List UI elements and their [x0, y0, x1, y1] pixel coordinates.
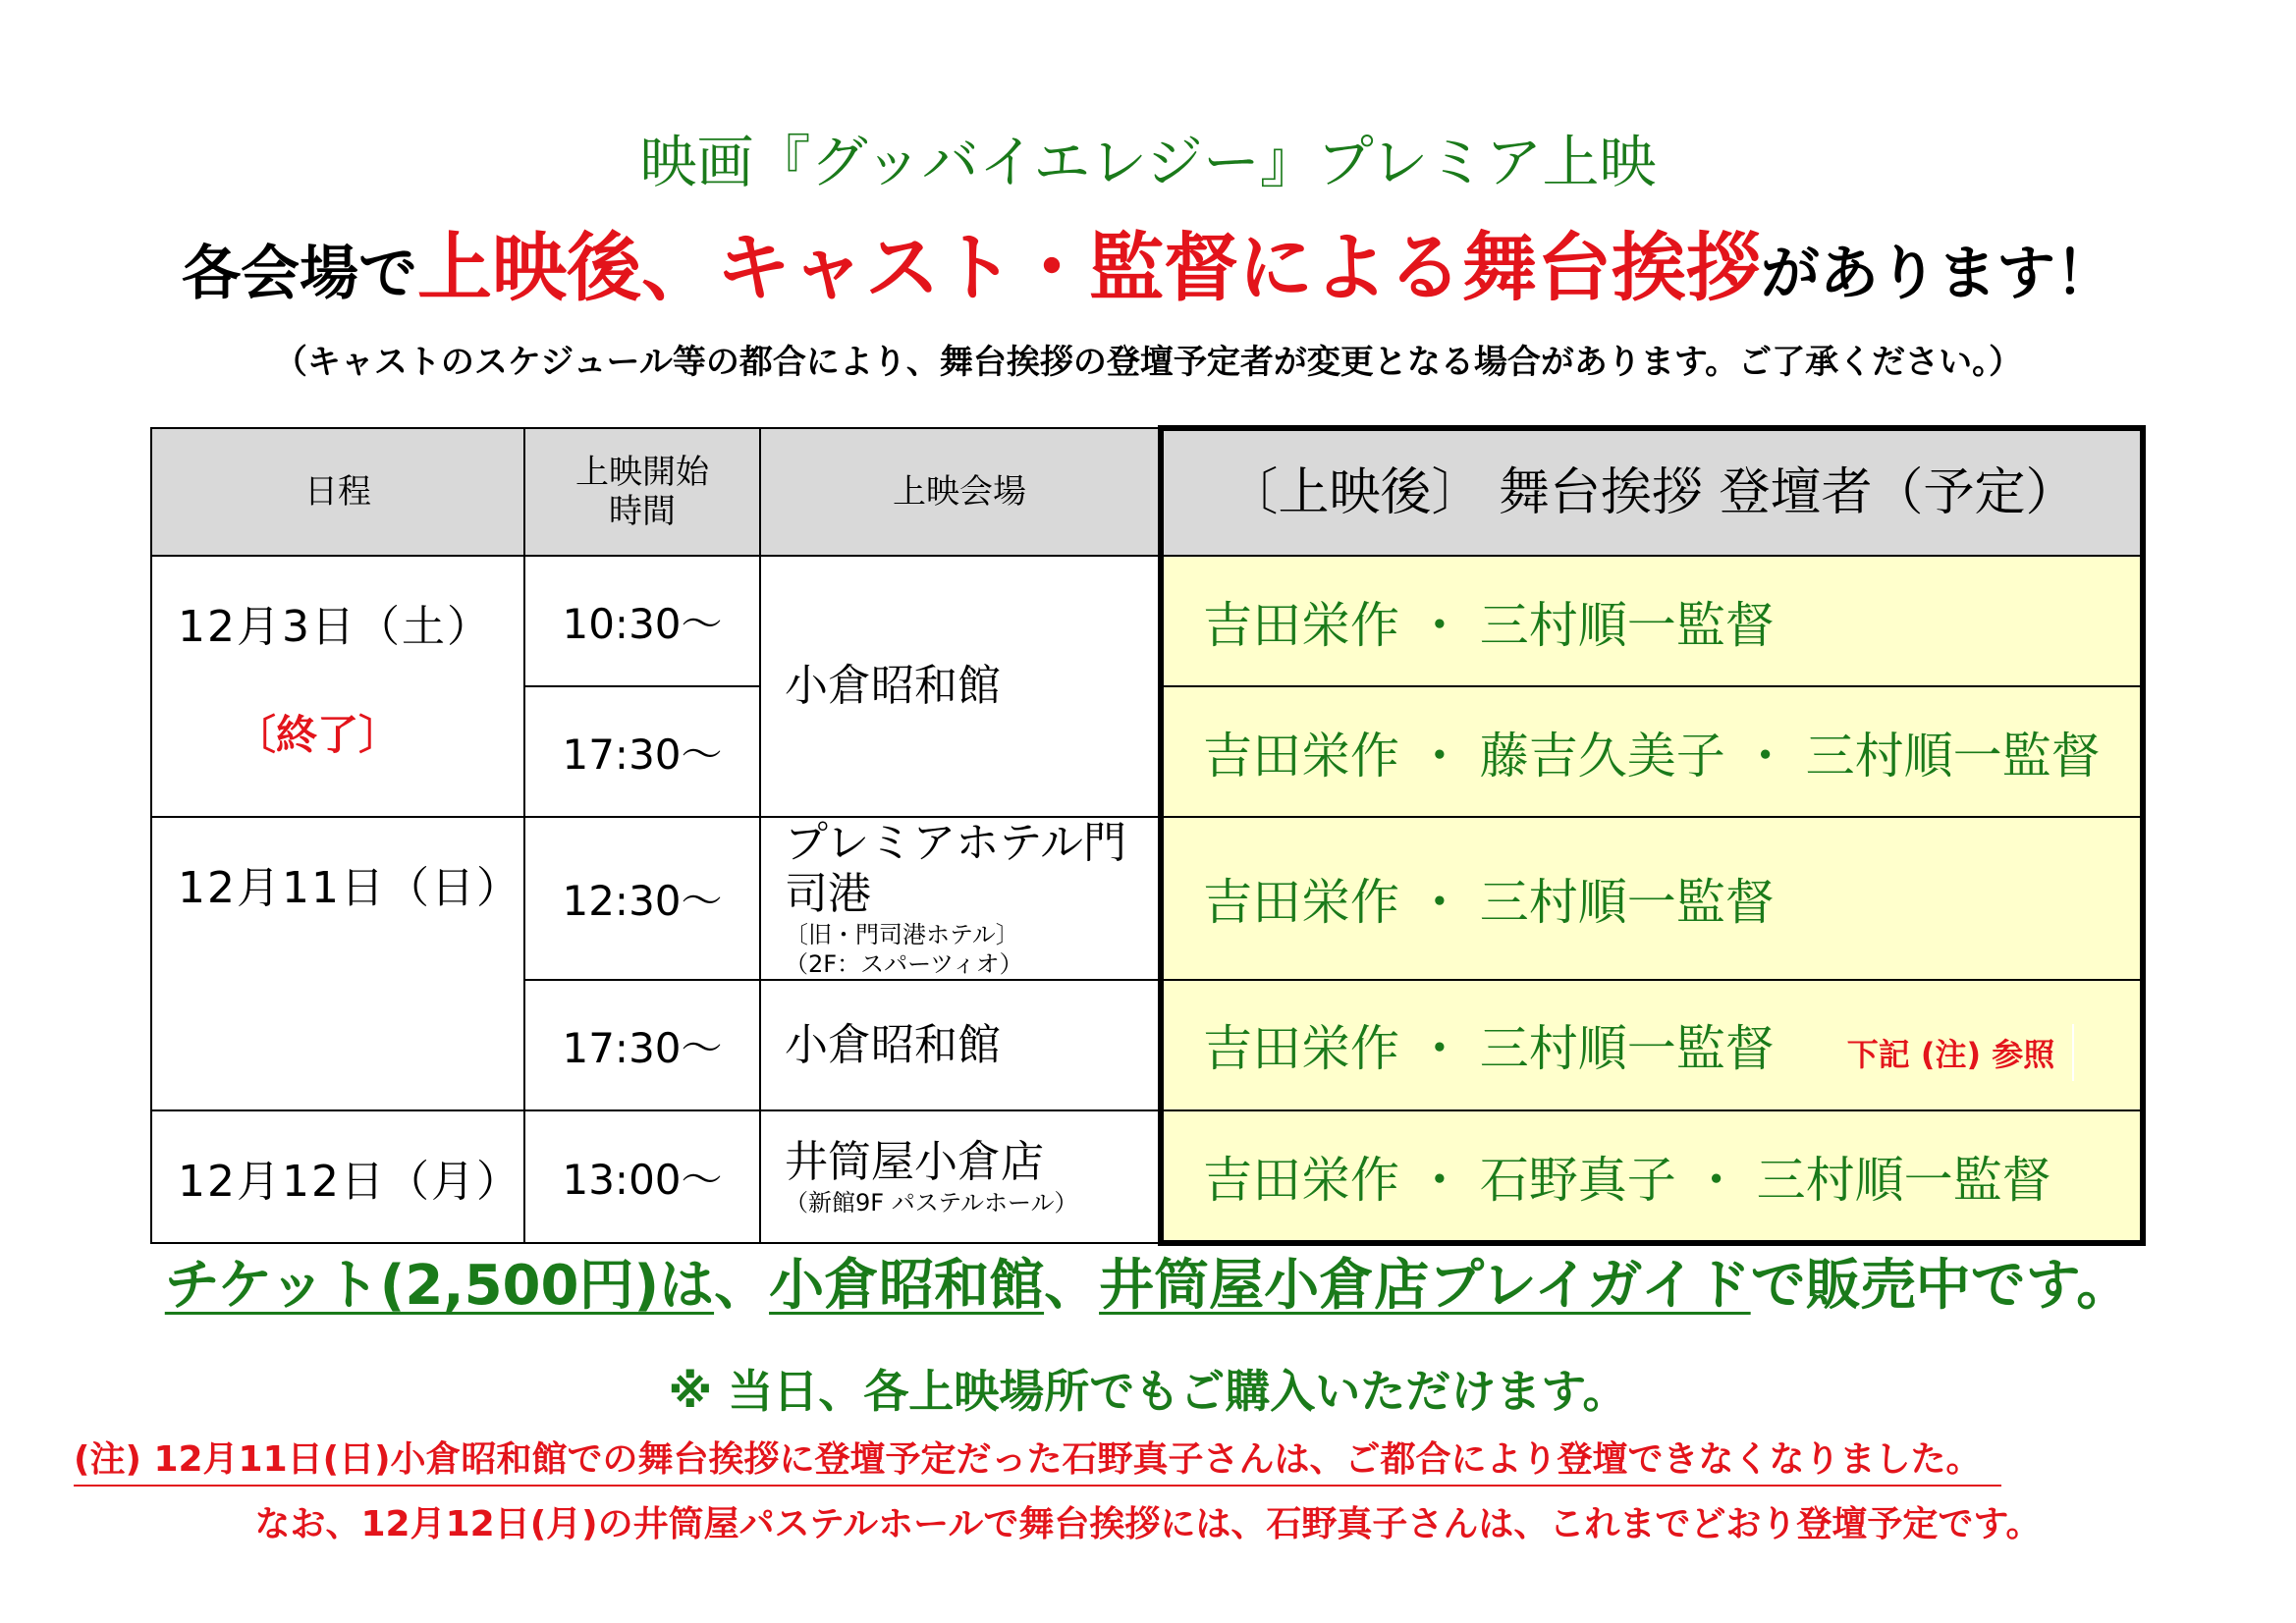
venue-cell: [760, 817, 1161, 980]
headline-highlight: 上映後、キャスト・監督による舞台挨拶: [417, 224, 1761, 311]
venue-cell: [760, 980, 1161, 1110]
time-cell: 17:30〜: [524, 980, 760, 1110]
table-header-row: [151, 428, 2143, 556]
note-reference: 下記 (注) 参照: [1830, 1024, 2075, 1081]
date-text: 12月3日（土）: [178, 602, 492, 652]
headline-suffix: があります！: [1761, 240, 2114, 308]
venue-cell: [760, 556, 1161, 817]
cancellation-note: (注) 12月11日(日)小倉昭和館での舞台挨拶に登壇予定だった石野真子さんは、ご都合により登壇できなくなりました。: [74, 1435, 2001, 1487]
table-row: [151, 1110, 2143, 1243]
ticket-sep1: 、: [714, 1254, 770, 1318]
venue-name: 小倉昭和館: [785, 661, 1001, 711]
cast-cell: 吉田栄作 ・ 三村順一監督: [1161, 556, 2143, 686]
cast-cell: 吉田栄作 ・ 藤吉久美子 ・ 三村順一監督: [1161, 686, 2143, 817]
venue-cell: [760, 1110, 1161, 1243]
time-cell: 10:30〜: [524, 556, 760, 686]
headline-prefix: 各会場で: [182, 240, 417, 308]
header-time-line1: 上映開始: [575, 453, 709, 492]
venue-subtitle: 〔旧・門司港ホテル〕: [785, 921, 1019, 948]
date-cell: [151, 1110, 524, 1243]
ticket-venue-showa: 小倉昭和館: [769, 1254, 1045, 1318]
cast-cell: [1161, 980, 2143, 1110]
header-time: [524, 428, 760, 556]
date-cell: [151, 817, 524, 1110]
venue-name: 小倉昭和館: [785, 1019, 1001, 1070]
cast-cell: 吉田栄作 ・ 石野真子 ・ 三村順一監督: [1161, 1110, 2143, 1243]
time-cell: 12:30〜: [524, 817, 760, 980]
venue-name: プレミアホテル門司港: [785, 818, 1127, 919]
headline: [0, 224, 2296, 318]
table-row: [151, 817, 2143, 980]
same-day-purchase-note: ※ 当日、各上映場所でもご購入いただけます。: [668, 1365, 1628, 1418]
header-venue: 上映会場: [760, 428, 1161, 556]
time-cell: 13:00〜: [524, 1110, 760, 1243]
schedule-table: [150, 425, 2146, 1246]
date-text: 12月11日（日）: [178, 863, 521, 913]
ticket-info: [0, 1247, 2296, 1325]
ticket-sep2: 、: [1044, 1254, 1100, 1318]
ticket-tail: で販売中です。: [1750, 1254, 2132, 1318]
page-title: 映画『グッバイエレジー』プレミア上映: [639, 129, 1657, 195]
continuation-note: なお、12月12日(月)の井筒屋パステルホールで舞台挨拶には、石野真子さんは、これまでどおり登壇予定です。: [254, 1504, 2042, 1544]
time-cell: 17:30〜: [524, 686, 760, 817]
date-text: 12月12日（月）: [178, 1157, 521, 1207]
status-badge: 〔終了〕: [235, 711, 401, 759]
cast-cell: 吉田栄作 ・ 三村順一監督: [1161, 817, 2143, 980]
cast-names: 吉田栄作 ・ 三村順一監督: [1203, 1020, 1775, 1078]
venue-floor: （2F：スパーツィオ）: [785, 950, 1023, 978]
venue-subtitle: （新館9F パステルホール）: [785, 1188, 1078, 1217]
venue-name: 井筒屋小倉店: [785, 1136, 1044, 1187]
header-date: 日程: [151, 428, 524, 556]
header-time-line2: 時間: [609, 492, 676, 531]
ticket-price: チケット(2,500円)は: [164, 1254, 715, 1318]
date-cell: [151, 556, 524, 817]
table-row: [151, 556, 2143, 686]
header-cast: 〔上映後〕 舞台挨拶 登壇者（予定）: [1161, 428, 2143, 556]
schedule-change-notice: （キャストのスケジュール等の都合により、舞台挨拶の登壇予定者が変更となる場合があります。ご了承ください。）: [273, 343, 2023, 382]
ticket-venue-izutsuya: 井筒屋小倉店プレイガイド: [1099, 1254, 1751, 1318]
